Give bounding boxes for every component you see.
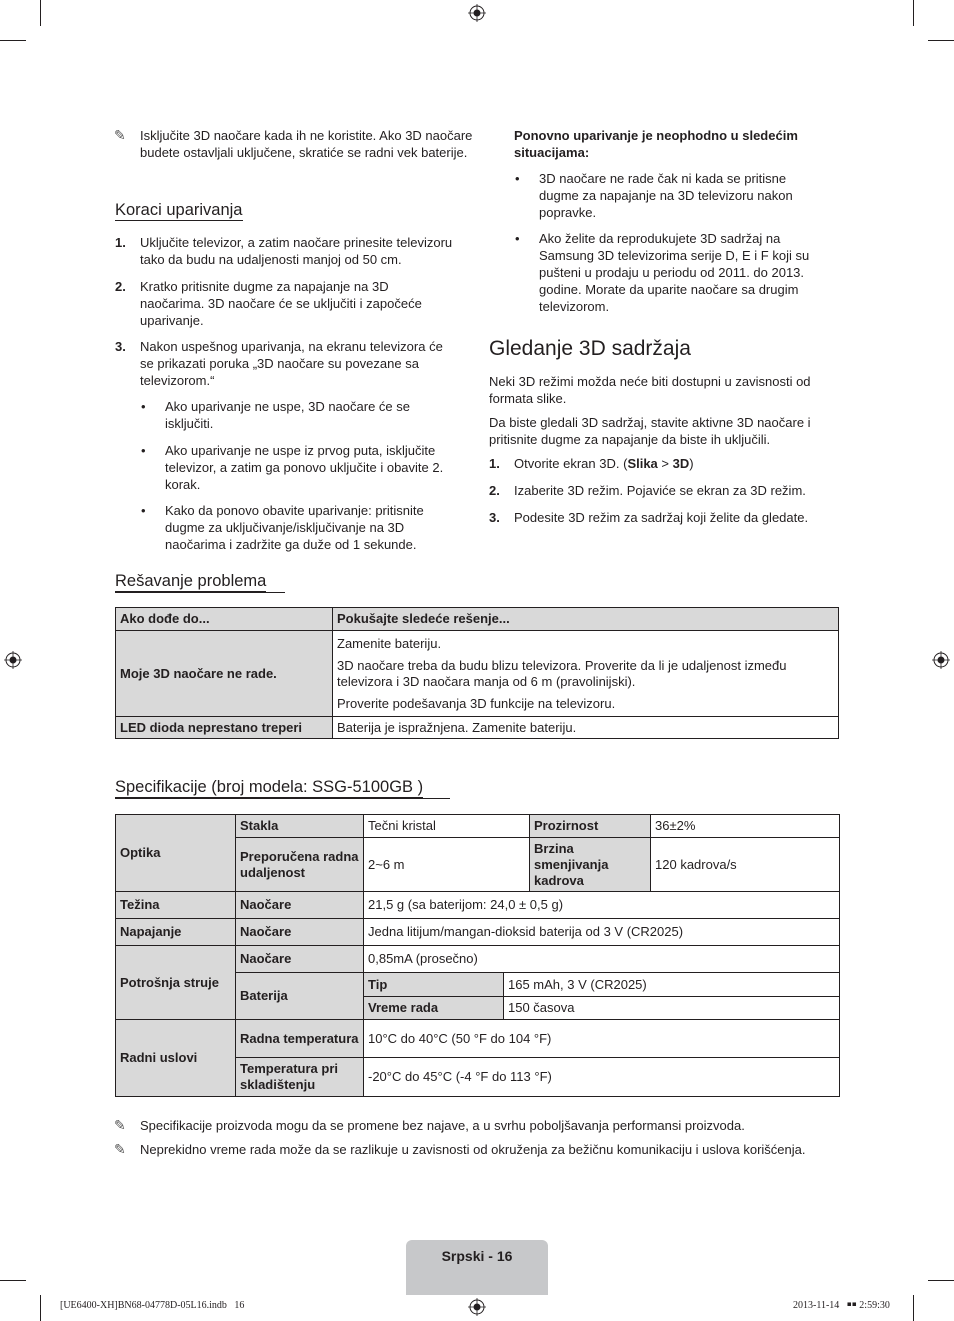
pairing-bullet: • Ako uparivanje ne uspe, 3D naočare će se isključiti. (141, 399, 410, 431)
spec-napajanje: Napajanje (116, 919, 236, 946)
repairing-bullet: • 3D naočare ne rade čak ni kada se pritisne dugme za napajanje na 3D televizoru nakon popravke. (515, 171, 793, 220)
registration-mark-icon (468, 1298, 486, 1316)
page-label: Srpski - 16 (441, 1248, 513, 1264)
troubleshooting-heading: Rešavanje problema (115, 572, 267, 590)
specs-table (115, 814, 840, 1097)
troubleshooting-heading-rule (115, 592, 285, 593)
troubleshooting-table (115, 607, 839, 739)
spec-preporucena-value: 2~6 m (364, 838, 530, 892)
spec-potrosnja-value: 0,85mA (prosečno) (364, 946, 840, 973)
spec-sklad-temp-value: -20°C do 45°C (-4 °F do 113 °F) (364, 1058, 840, 1097)
viewing-para: Neki 3D režimi možda neće biti dostupni u zavisnosti od formata slike. (489, 374, 811, 406)
menu-3d: 3D (672, 456, 690, 471)
spec-prozirnost: Prozirnost (530, 815, 651, 838)
menu-slika: Slika (627, 456, 658, 471)
spec-brzina: Brzina smenjivanja kadrova (530, 838, 651, 892)
spec-stakla-value: Tečni kristal (364, 815, 530, 838)
page-number-tab (406, 1240, 548, 1295)
viewing-step: 1. Otvorite ekran 3D. (Slika > 3D) (489, 456, 694, 471)
crop-mark-bottom-left-h (0, 1280, 26, 1281)
spec-sklad-temp: Temperatura pri skladištenju (236, 1058, 364, 1097)
spec-tezina-value: 21,5 g (sa baterijom: 24,0 ± 0,5 g) (364, 892, 840, 919)
pairing-bullet: • Ako uparivanje ne uspe iz prvog puta, isključite televizor, a zatim ga ponovo uključite i obavite 2. korak. (141, 443, 444, 492)
pencil-note-icon: ✎ (114, 1117, 126, 1133)
pairing-step: 3. Nakon uspešnog uparivanja, na ekranu televizora će se prikazati poruka „3D naočare su povezane sa televizorom.“ (115, 339, 443, 388)
pairing-step: 1. Uključite televizor, a zatim naočare prinesite televizoru tako da budu na udaljenosti manjoj od 50 cm. (115, 235, 453, 267)
imprint-date: 2013-11-14 ￭￭ 2:59:30 (793, 1300, 890, 1311)
col-header-solution: Pokušajte sledeće rešenje... (333, 608, 839, 631)
viewing-step: 2. Izaberite 3D režim. Pojaviće se ekran za 3D režim. (489, 483, 806, 498)
spec-potrosnja: Potrošnja struje (116, 946, 236, 1020)
pairing-heading: Koraci uparivanja (115, 201, 243, 219)
crop-mark-top-left-v (40, 0, 41, 26)
spec-preporucena: Preporučena radna udaljenost (236, 838, 364, 892)
spec-stakla: Stakla (236, 815, 364, 838)
crop-mark-bottom-right-h (928, 1280, 954, 1281)
specs-heading-rule (115, 798, 450, 799)
col-header-problem: Ako dođe do... (116, 608, 333, 631)
viewing-step: 3. Podesite 3D režim za sadržaj koji želite da gledate. (489, 510, 809, 525)
note-runtime: ✎ Neprekidno vreme rada može da se razlikuje u zavisnosti od okruženja za bežičnu komunikaciju i uslova korišćenja. (114, 1141, 806, 1157)
registration-mark-icon (468, 4, 486, 22)
repairing-bullet: • Ako želite da reprodukujete 3D sadržaj na Samsung 3D televizorima serije D, E i F koji su pušteni u prodaju u periodu od 2011. do 2013. godine. Morate da uparite naočare sa drugim televizorom. (515, 231, 810, 314)
pairing-step: 2. Kratko pritisnite dugme za napajanje na 3D naočarima. 3D naočare će se uključiti i započeće uparivanje. (115, 279, 422, 328)
spec-radni: Radni uslovi (116, 1020, 236, 1097)
spec-radna-temp: Radna temperatura (236, 1020, 364, 1058)
crop-mark-top-left-h (0, 40, 26, 41)
crop-mark-top-right-h (928, 40, 954, 41)
pairing-bullet: • Kako da ponovo obavite uparivanje: pritisnite dugme za uključivanje/isključivanje na 3D naočarima i zadržite ga duže od 1 sekunde. (141, 503, 424, 552)
spec-naocare: Naočare (236, 946, 364, 973)
pencil-note-icon: ✎ (114, 1141, 126, 1157)
specs-heading: Specifikacije (broj modela: SSG-5100GB ) (115, 778, 424, 796)
spec-prozirnost-value: 36±2% (651, 815, 840, 838)
viewing-heading: Gledanje 3D sadržaja (489, 337, 691, 360)
note-text: Isključite 3D naočare kada ih ne koristite. Ako 3D naočare budete ostavljali uključene, skratiće se radni vek baterije. (140, 128, 473, 160)
registration-mark-icon (932, 651, 950, 669)
spec-radna-temp-value: 10°C do 40°C (50 °F do 104 °F) (364, 1020, 840, 1058)
spec-tip: Tip (364, 973, 504, 997)
viewing-para: Da biste gledali 3D sadržaj, stavite aktivne 3D naočare i pritisnite dugme za napajanje da biste ih uključili. (489, 415, 811, 447)
spec-vreme-value: 150 časova (504, 997, 840, 1020)
pencil-note-icon: ✎ (114, 127, 126, 143)
repairing-intro: Ponovno uparivanje je neophodno u sledećim situacijama: (514, 128, 798, 160)
crop-mark-bottom-right-v (913, 1295, 914, 1321)
crop-mark-top-right-v (913, 0, 914, 26)
note-battery (114, 127, 490, 161)
spec-optika: Optika (116, 815, 236, 892)
spec-naocare: Naočare (236, 919, 364, 946)
solution-cell: Zamenite bateriju. 3D naočare treba da budu blizu televizora. Proverite da li je udaljenost između televizora i 3D naočara manja od 6 m (pravolinijski). Proverite podešavanja 3D funkcije na televizoru. (333, 631, 839, 717)
spec-vreme: Vreme rada (364, 997, 504, 1020)
spec-napajanje-value: Jedna litijum/mangan-dioksid baterija od 3 V (CR2025) (364, 919, 840, 946)
crop-mark-bottom-left-v (40, 1295, 41, 1321)
spec-tezina: Težina (116, 892, 236, 919)
spec-tip-value: 165 mAh, 3 V (CR2025) (504, 973, 840, 997)
solution-cell: Baterija je ispražnjena. Zamenite bateriju. (333, 717, 839, 739)
spec-brzina-value: 120 kadrova/s (651, 838, 840, 892)
spec-naocare: Naočare (236, 892, 364, 919)
note-specs: ✎ Specifikacije proizvoda mogu da se promene bez najave, a u svrhu poboljšavanja performansi proizvoda. (114, 1117, 745, 1133)
registration-mark-icon (4, 651, 22, 669)
problem-cell: LED dioda neprestano treperi (116, 717, 333, 739)
imprint-file: [UE6400-XH]BN68-04778D-05L16.indb 16 (60, 1300, 245, 1311)
spec-baterija: Baterija (236, 973, 364, 1020)
problem-cell: Moje 3D naočare ne rade. (116, 631, 333, 717)
